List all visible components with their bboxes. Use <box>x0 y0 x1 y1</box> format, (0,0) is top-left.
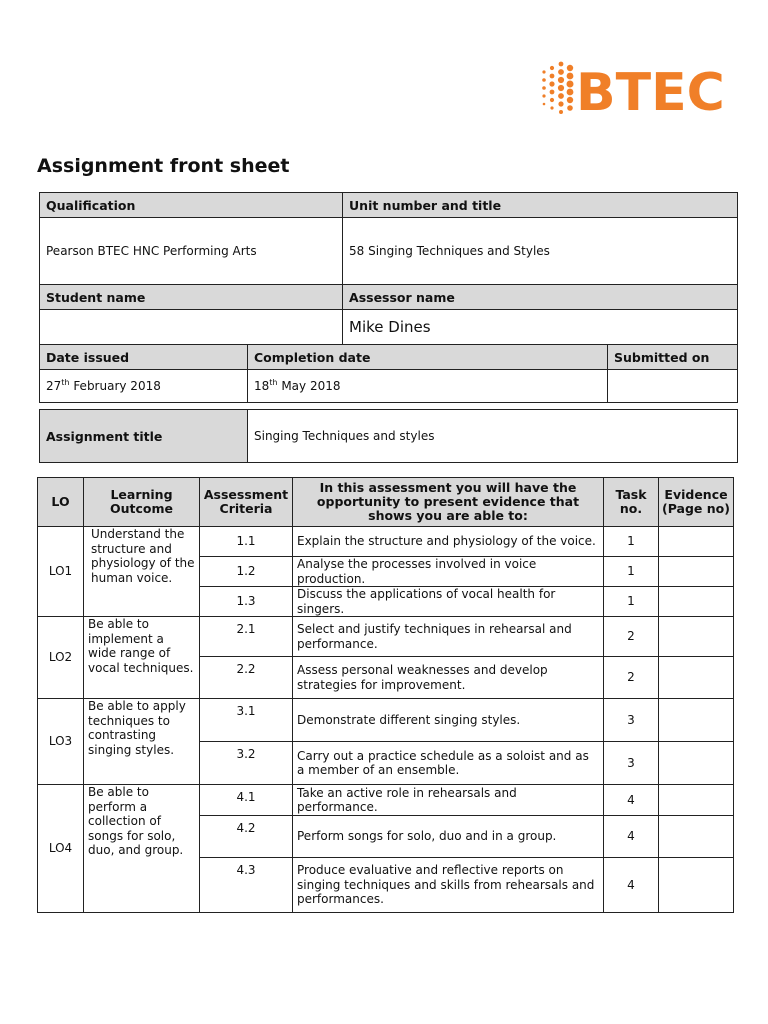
criterion-text: Take an active role in rehearsals and performance. <box>293 785 604 816</box>
completion-day: 18 <box>254 379 270 393</box>
header-lo: LO <box>38 478 84 527</box>
criteria-header-row <box>38 478 734 527</box>
qualification-label: Qualification <box>40 193 343 218</box>
criterion-text: Carry out a practice schedule as a soloist and as a member of an ensemble. <box>293 742 604 785</box>
task-cell: 3 <box>604 742 659 785</box>
table-row <box>38 699 734 742</box>
task-cell: 1 <box>604 557 659 587</box>
task-cell: 3 <box>604 699 659 742</box>
ac-cell: 4.2 <box>200 816 293 858</box>
date-issued-field[interactable] <box>40 370 248 403</box>
student-name-field[interactable] <box>40 310 343 345</box>
completion-suffix: th <box>269 378 278 387</box>
ac-cell: 2.1 <box>200 617 293 657</box>
ac-cell: 2.2 <box>200 657 293 699</box>
completion-date-field[interactable] <box>248 370 608 403</box>
criterion-text: Assess personal weaknesses and develop strategies for improvement. <box>293 657 604 699</box>
dot-pattern-icon <box>542 62 573 114</box>
header-criteria: Assessment Criteria <box>200 478 293 527</box>
btec-logo-mark <box>540 58 735 118</box>
page-cell[interactable] <box>659 699 734 742</box>
page-cell[interactable] <box>659 557 734 587</box>
assignment-title-field[interactable]: Singing Techniques and styles <box>248 410 738 463</box>
ac-cell: 4.3 <box>200 858 293 913</box>
page-cell[interactable] <box>659 587 734 617</box>
outcome-cell: Be able to apply techniques to contrasting singing styles. <box>84 699 200 785</box>
table-row <box>38 617 734 657</box>
criterion-text: Demonstrate different singing styles. <box>293 699 604 742</box>
page-cell[interactable] <box>659 858 734 913</box>
unit-value[interactable]: 58 Singing Techniques and Styles <box>343 218 738 285</box>
criterion-text: Select and justify techniques in rehearsal and performance. <box>293 617 604 657</box>
task-cell: 1 <box>604 587 659 617</box>
outcome-cell: Be able to implement a wide range of vocal techniques. <box>84 617 200 699</box>
ac-cell: 3.1 <box>200 699 293 742</box>
criterion-text: Discuss the applications of vocal health for singers. <box>293 587 604 617</box>
header-outcome: Learning Outcome <box>84 478 200 527</box>
logo-text: BTEC <box>576 63 725 118</box>
task-cell: 2 <box>604 617 659 657</box>
lo-cell: LO4 <box>38 785 84 913</box>
completion-date-label: Completion date <box>248 345 608 370</box>
date-issued-label: Date issued <box>40 345 248 370</box>
criterion-text: Explain the structure and physiology of the voice. <box>293 527 604 557</box>
table-row <box>38 527 734 557</box>
lo-cell: LO1 <box>38 527 84 617</box>
submitted-on-label: Submitted on <box>608 345 738 370</box>
table-row <box>38 785 734 816</box>
criterion-text: Perform songs for solo, duo and in a group. <box>293 816 604 858</box>
page-title: Assignment front sheet <box>37 155 290 177</box>
completion-rest: May 2018 <box>277 379 341 393</box>
header-page: Evidence (Page no) <box>659 478 734 527</box>
header-task: Task no. <box>604 478 659 527</box>
student-name-label: Student name <box>40 285 343 310</box>
criterion-text: Analyse the processes involved in voice production. <box>293 557 604 587</box>
submitted-on-field[interactable] <box>608 370 738 403</box>
btec-logo <box>540 58 735 118</box>
page-cell[interactable] <box>659 657 734 699</box>
qualification-value[interactable]: Pearson BTEC HNC Performing Arts <box>40 218 343 285</box>
ac-cell: 1.2 <box>200 557 293 587</box>
assignment-title-table <box>39 409 738 463</box>
page-cell[interactable] <box>659 785 734 816</box>
ac-cell: 1.3 <box>200 587 293 617</box>
lo-cell: LO2 <box>38 617 84 699</box>
assessor-name-field[interactable]: Mike Dines <box>343 310 738 345</box>
page-cell[interactable] <box>659 527 734 557</box>
assignment-title-label: Assignment title <box>40 410 248 463</box>
date-issued-day: 27 <box>46 379 62 393</box>
outcome-cell: Be able to perform a collection of songs for solo, duo, and group. <box>84 785 200 913</box>
assessor-name-label: Assessor name <box>343 285 738 310</box>
page-cell[interactable] <box>659 742 734 785</box>
task-cell: 1 <box>604 527 659 557</box>
page-cell[interactable] <box>659 617 734 657</box>
criterion-text: Produce evaluative and reflective reports on singing techniques and skills from rehearsals and performances. <box>293 858 604 913</box>
date-issued-suffix: th <box>61 378 70 387</box>
ac-cell: 4.1 <box>200 785 293 816</box>
task-cell: 4 <box>604 785 659 816</box>
page-cell[interactable] <box>659 816 734 858</box>
date-issued-rest: February 2018 <box>69 379 161 393</box>
unit-label: Unit number and title <box>343 193 738 218</box>
task-cell: 4 <box>604 858 659 913</box>
task-cell: 4 <box>604 816 659 858</box>
ac-cell: 3.2 <box>200 742 293 785</box>
task-cell: 2 <box>604 657 659 699</box>
header-evidence-intro: In this assessment you will have the opportunity to present evidence that shows you are able to: <box>293 478 604 527</box>
criteria-table <box>37 477 734 913</box>
ac-cell: 1.1 <box>200 527 293 557</box>
outcome-cell: Understand the structure and physiology of the human voice. <box>84 527 200 617</box>
assignment-info-table <box>39 192 738 403</box>
lo-cell: LO3 <box>38 699 84 785</box>
